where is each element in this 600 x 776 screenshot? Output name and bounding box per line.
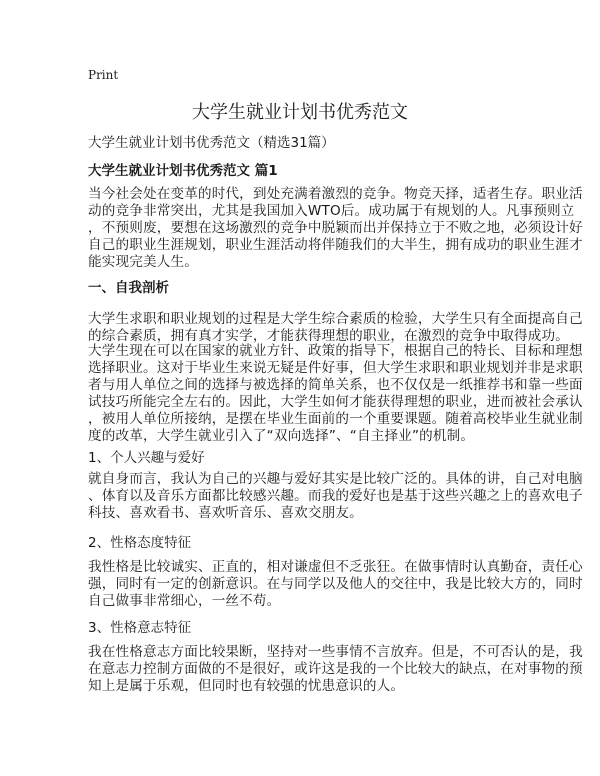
item2-paragraph — [88, 559, 583, 610]
line: 度的改革，大学生就业引入了“双向选择”、“自主择业”的机制。 — [88, 428, 475, 444]
line: 者与用人单位之间的选择与被选择的简单关系，也不仅仅是一纸推荐书和靠一些面 — [88, 377, 583, 393]
document-title: 大学生就业计划书优秀范文 — [192, 102, 408, 123]
line: 能实现完美人生。 — [88, 254, 198, 270]
line: 选择职业。这对于毕业生来说无疑是件好事，但大学生求职和职业规划并非是求职 — [88, 360, 583, 376]
part1-heading: 一、自我剖析 — [88, 280, 169, 296]
line: 大学生现在可以在国家的就业方针、政策的指导下，根据自己的特长、目标和理想 — [88, 343, 583, 359]
line: 强，同时有一定的创新意识。在与同学以及他人的交往中，我是比较大方的，同时 — [88, 576, 583, 592]
line: 、体育以及音乐方面都比较感兴趣。而我的爱好也是基于这些兴趣之上的喜欢电子 — [88, 488, 583, 504]
item2-heading: 2、性格态度特征 — [88, 535, 192, 551]
line: 我性格是比较诚实、正直的，相对谦虚但不乏张狂。在做事情时认真勤奋，责任心 — [88, 559, 583, 575]
line: 的综合素质，拥有真才实学，才能获得理想的职业，在激烈的竞争中取得成功。 — [88, 328, 570, 344]
line: ，被用人单位所接纳，是摆在毕业生面前的一个重要课题。随着高校毕业生就业制 — [88, 411, 583, 427]
line: 知上是属于乐观，但同时也有较强的忧患意识的人。 — [88, 678, 405, 694]
line: 就自身而言，我认为自己的兴趣与爱好其实是比较广泛的。具体的讲，自己对电脑 — [88, 471, 583, 487]
intro-paragraph — [88, 186, 583, 271]
part1-paragraph-2 — [88, 343, 583, 445]
section-heading: 大学生就业计划书优秀范文 篇1 — [88, 163, 278, 179]
document-subtitle: 大学生就业计划书优秀范文（精选31篇） — [88, 135, 335, 151]
line: 我在性格意志方面比较果断，坚持对一些事情不言放弃。但是，不可否认的是，我 — [88, 644, 583, 660]
item1-paragraph — [88, 471, 583, 522]
line: 当今社会处在变革的时代，到处充满着激烈的竞争。物竞天择，适者生存。职业活 — [88, 186, 583, 202]
line: 大学生求职和职业规划的过程是大学生综合素质的检验，大学生只有全面提高自己 — [88, 311, 583, 327]
line: 试技巧所能完全左右的。因此，大学生如何才能获得理想的职业，进而被社会承认 — [88, 394, 583, 410]
line: 动的竞争非常突出，尤其是我国加入WTO后。成功属于有规划的人。凡事预则立 — [88, 203, 575, 219]
line: 自己做事非常细心，一丝不苟。 — [88, 593, 281, 609]
line: 在意志力控制方面做的不是很好，或许这是我的一个比较大的缺点，在对事物的预 — [88, 661, 583, 677]
line: 科技、喜欢看书、喜欢听音乐、喜欢交朋友。 — [88, 505, 363, 521]
item3-paragraph — [88, 644, 583, 695]
item1-heading: 1、个人兴趣与爱好 — [88, 450, 205, 466]
line: ，不预则废，要想在这场激烈的竞争中脱颖而出并保持立于不败之地，必须设计好 — [88, 220, 583, 236]
part1-paragraph-1 — [88, 311, 583, 345]
line: 自己的职业生涯规划，职业生涯活动将伴随我们的大半生，拥有成功的职业生涯才 — [88, 237, 583, 253]
item3-heading: 3、性格意志特征 — [88, 620, 192, 636]
print-link[interactable]: Print — [88, 68, 119, 82]
